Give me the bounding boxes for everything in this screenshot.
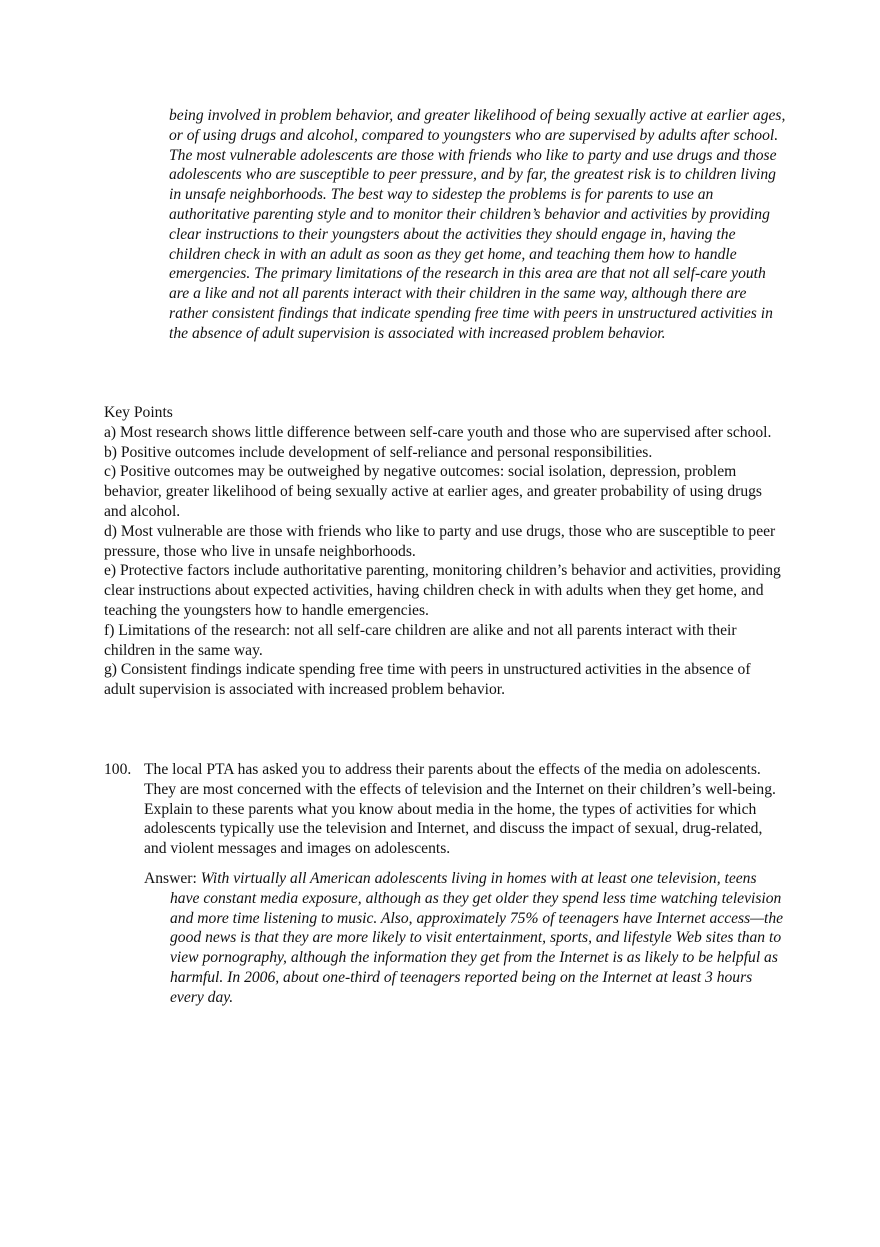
key-point-e: e) Protective factors include authoritative parenting, monitoring children’s behavior and activities, providing clear instructions about expected activities, having children check in with adults when they get home, and teaching the youngsters how to handle emergencies. [104, 562, 781, 619]
continued-answer-text: being involved in problem behavior, and greater likelihood of being sexually active at earlier ages, or of using drugs and alcohol, compared to youngsters who are supervised by adults after school. The most vulnerable adolescents are those with friends who like to party and use drugs and those adolescents who are susceptible to peer pressure, and by far, the greatest risk is to children living in unsafe neighborhoods. The best way to sidestep the problems is for parents to use an authoritative parenting style and to monitor their children’s behavior and activities by providing clear instructions to their youngsters about the activities they should engage in, having the children check in with an adult as soon as they get home, and teaching them how to handle emergencies. The primary limitations of the research in this area are that not all self-care youth are a like and not all parents interact with their children in the same way, although there are rather consistent findings that indicate spending free time with peers in unstructured activities in the absence of adult supervision is associated with increased problem behavior. [169, 107, 786, 342]
key-points-section [104, 403, 784, 700]
key-point-b: b) Positive outcomes include development of self-reliance and personal responsibilities. [104, 443, 653, 461]
answer-block [144, 869, 784, 1008]
question-number: 100. [104, 761, 132, 778]
answer-text: With virtually all American adolescents living in homes with at least one television, teens have constant media exposure, although as they get older they spend less time watching television and more time listening to music. Also, approximately 75% of teenagers have Internet access—the good news is that they are more likely to visit entertainment, sports, and lifestyle Web sites than to view pornography, although the information they get from the Internet is as likely to be helpful as harmful. In 2006, about one-third of teenagers reported being on the Internet at least 3 hours every day. [170, 869, 784, 1006]
key-point-f: f) Limitations of the research: not all self-care children are alike and not all parents interact with their children in the same way. [104, 621, 737, 659]
key-point-g: g) Consistent findings indicate spending free time with peers in unstructured activities in the absence of adult supervision is associated with increased problem behavior. [104, 661, 751, 699]
question-text: The local PTA has asked you to address their parents about the effects of the media on adolescents. They are most concerned with the effects of television and the Internet on their children’s well-being. Explain to these parents what you know about media in the home, the types of activities for which adolescents typically use the television and Internet, and discuss the impact of sexual, drug-related, and violent messages and images on adolescents. [144, 761, 776, 858]
key-points-heading: Key Points [104, 404, 173, 421]
answer-label: Answer: [144, 869, 197, 887]
key-point-d: d) Most vulnerable are those with friends who like to party and use drugs, those who are susceptible to peer pressure, those who live in unsafe neighborhoods. [104, 522, 776, 560]
key-point-a: a) Most research shows little difference between self-care youth and those who are supervised after school. [104, 423, 772, 441]
question-100 [104, 760, 784, 1008]
key-point-c: c) Positive outcomes may be outweighed by negative outcomes: social isolation, depression, problem behavior, greater likelihood of being sexually active at earlier ages, and greater probability of using drugs and alcohol. [104, 463, 762, 520]
